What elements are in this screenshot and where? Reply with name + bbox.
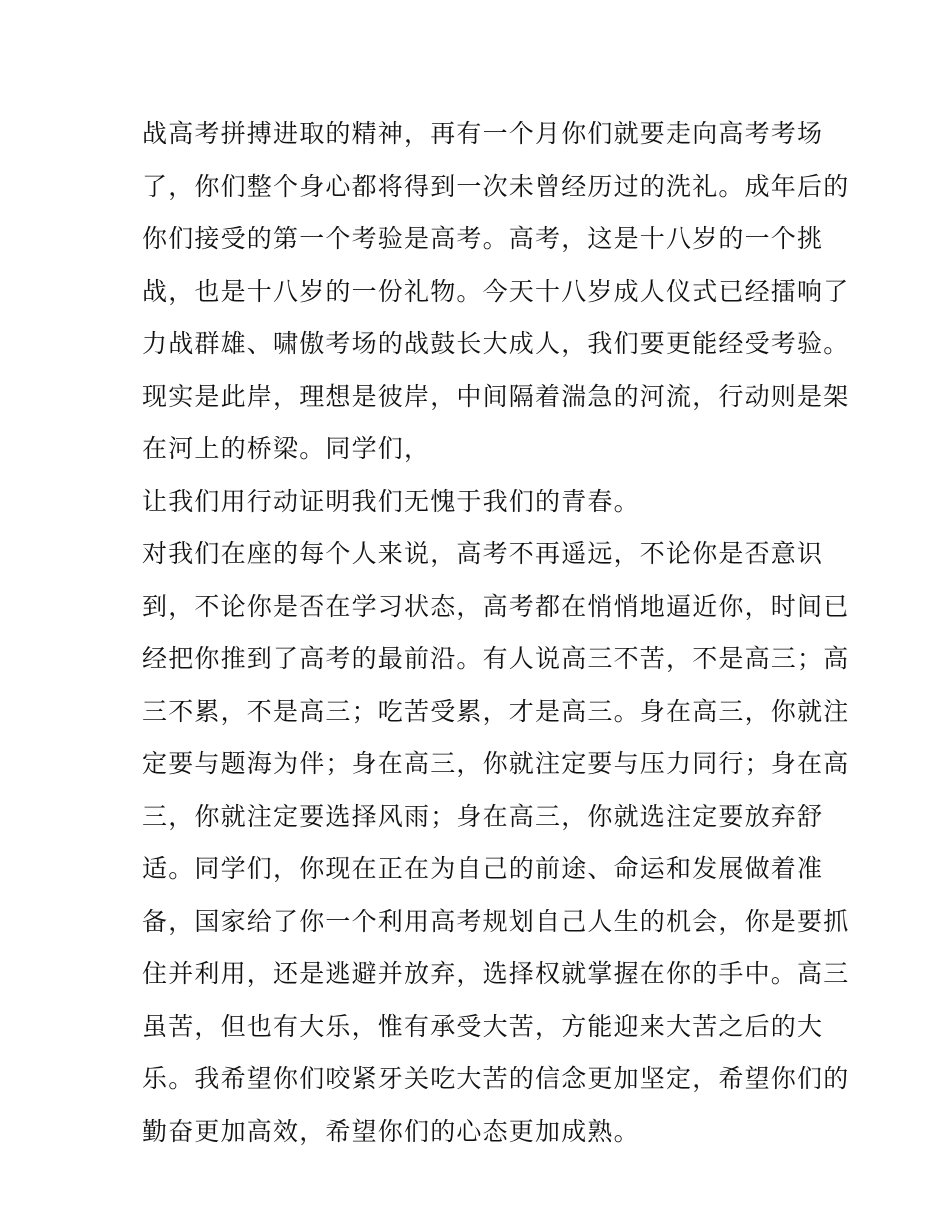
- text-line: 到，不论你是否在学习状态，高考都在悄悄地逼近你，时间已: [142, 591, 850, 621]
- text-line: 适。同学们，你现在正在为自己的前途、命运和发展做着准: [142, 854, 824, 883]
- text-line: 乐。我希望你们咬紧牙关吃大苦的信念更加坚定，希望你们的: [142, 1064, 850, 1093]
- text-line: 力战群雄、啸傲考场的战鼓长大成人，我们要更能经受考验。: [142, 329, 850, 358]
- text-line: 经把你推到了高考的最前沿。有人说高三不苦，不是高三；高: [142, 644, 850, 673]
- body-text: [142, 108, 850, 1158]
- text-line: 三，你就注定要选择风雨；身在高三，你就选注定要放弃舒: [142, 801, 824, 831]
- text-line: 在河上的桥梁。同学们，: [142, 434, 431, 463]
- text-line: 让我们用行动证明我们无愧于我们的青春。: [142, 486, 640, 516]
- text-line: 备，国家给了你一个利用高考规划自己人生的机会，你是要抓: [142, 906, 850, 936]
- text-line: 现实是此岸，理想是彼岸，中间隔着湍急的河流，行动则是架: [142, 381, 850, 411]
- text-line: 对我们在座的每个人来说，高考不再遥远，不论你是否意识: [142, 539, 824, 568]
- text-line: 三不累，不是高三；吃苦受累，才是高三。身在高三，你就注: [142, 696, 850, 726]
- text-line: 住并利用，还是逃避并放弃，选择权就掌握在你的手中。高三: [142, 959, 850, 988]
- text-line: 勤奋更加高效，希望你们的心态更加成熟。: [142, 1116, 640, 1146]
- text-line: 虽苦，但也有大乐，惟有承受大苦，方能迎来大苦之后的大: [142, 1011, 824, 1041]
- text-line: 你们接受的第一个考验是高考。高考，这是十八岁的一个挑: [142, 224, 824, 253]
- text-line: 定要与题海为伴；身在高三，你就注定要与压力同行；身在高: [142, 749, 850, 778]
- text-line: 战高考拼搏进取的精神，再有一个月你们就要走向高考考场: [142, 119, 824, 148]
- text-line: 了，你们整个身心都将得到一次未曾经历过的洗礼。成年后的: [142, 171, 850, 201]
- text-line: 战，也是十八岁的一份礼物。今天十八岁成人仪式已经擂响了: [142, 276, 850, 306]
